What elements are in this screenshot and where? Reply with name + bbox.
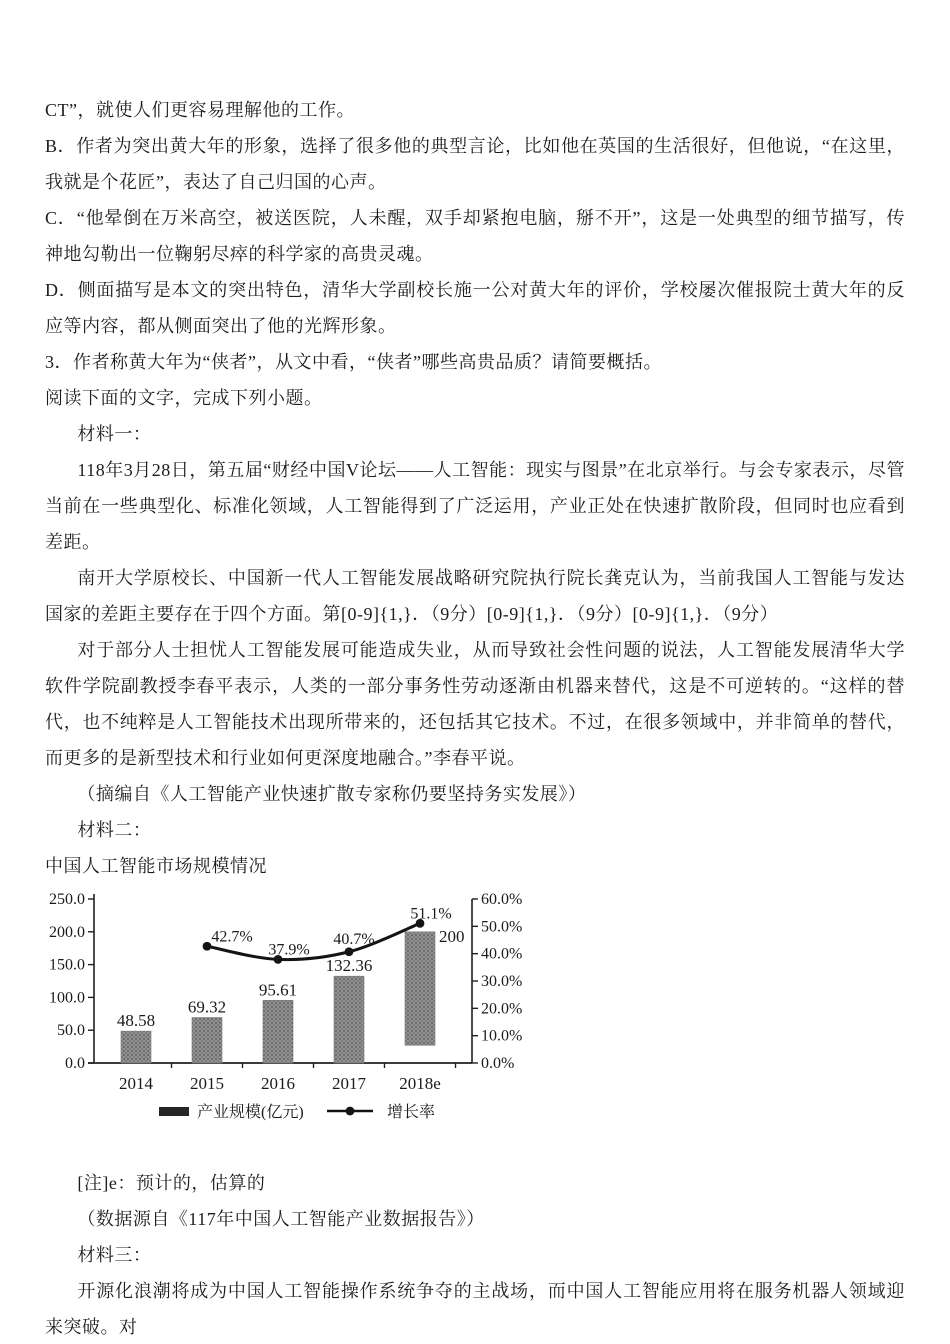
bar-value-label: 132.36 [325,956,373,976]
line-value-label: 42.7% [211,928,253,946]
material-3-heading: 材料三： [77,1245,152,1265]
x-category-label: 2017 [332,1074,366,1093]
left-axis-tick-label: 200.0 [49,923,85,941]
left-axis-tick-label: 100.0 [49,989,85,1007]
left-axis-tick-label: 0.0 [65,1055,85,1072]
source-citation: （摘编自《人工智能产业快速扩散专家称仍要坚持务实发展》） [77,784,587,804]
x-category-label: 2016 [261,1074,295,1093]
left-axis-tick-label: 150.0 [49,956,85,974]
chart-note: [注]e：预计的，估算的 [77,1173,266,1193]
x-category-label: 2014 [119,1074,153,1093]
choice-c: C．“他晕倒在万米高空，被送医院，人未醒，双手却紧抱电脑，掰不开”，这是一处典型的细节描写，传神地勾勒出一位鞠躬尽瘁的科学家的高贵灵魂。 [45,208,905,264]
paragraph: 对于部分人士担忧人工智能发展可能造成失业，从而导致社会性问题的说法，人工智能发展清华大学软件学院副教授李春平表示，人类的一部分事务性劳动逐渐由机器来替代，这是不可逆转的。“这样的替代，也不纯粹是人工智能技术出现所带来的，还包括其它技术。不过，在很多领域中，并非简单的替代，而更多的是新型技术和行业如何更深度地融合。”李春平说。 [45,640,905,768]
material-1-heading: 材料一： [77,424,152,444]
left-axis-tick-label: 50.0 [57,1022,85,1040]
bar-value-label: 48.58 [116,1011,156,1031]
right-axis-tick-label: 10.0% [481,1027,523,1045]
bar-2018e [405,932,435,1045]
bar-2017 [334,976,364,1063]
line-value-label: 37.9% [268,941,310,959]
right-axis-tick-label: 0.0% [481,1055,515,1072]
paragraph: 南开大学原校长、中国新一代人工智能发展战略研究院执行院长龚克认为，当前我国人工智能与发达国家的差距主要存在于四个方面。第[0-9]{1,}．（9分）[0-9]{1,}．（9分）[0-9]{1,}．（9分） [45,568,905,624]
market-size-chart-svg [39,886,549,1136]
legend-line-marker [346,1107,355,1116]
right-axis-tick-label: 30.0% [481,973,523,990]
paragraph: CT”，就使人们更容易理解他的工作。 [45,100,355,120]
x-category-label: 2018e [399,1074,441,1093]
bar-value-label: 95.61 [258,980,298,1000]
legend-bar-swatch [159,1107,189,1116]
line-value-label: 51.1% [410,905,452,923]
bar-2014 [121,1031,151,1063]
legend-bar-label: 产业规模(亿元) [197,1104,304,1121]
right-axis-tick-label: 20.0% [481,1000,523,1018]
paragraph: 118年3月28日，第五届“财经中国V论坛——人工智能：现实与图景”在北京举行。与会专家表示，尽管当前在一些典型化、标准化领域，人工智能得到了广泛运用，产业正处在快速扩散阶段，但同时也应看到差距。 [45,460,905,552]
left-axis-tick-label: 250.0 [49,891,85,908]
section-instruction: 阅读下面的文字，完成下列小题。 [45,388,323,408]
bar-2015 [192,1018,222,1063]
bar-value-label: 69.32 [187,997,227,1017]
question-3: 3．作者称黄大年为“侠者”，从文中看，“侠者”哪些高贵品质？请简要概括。 [45,352,662,372]
line-value-label: 40.7% [333,930,375,948]
right-axis-tick-label: 40.0% [481,945,523,963]
x-category-label: 2015 [190,1074,224,1093]
material-2-heading: 材料二： [77,820,152,840]
choice-b: B．作者为突出黄大年的形象，选择了很多他的典型言论，比如他在英国的生活很好，但他说，“在这里，我就是个花匠”，表达了自己归国的心声。 [45,136,905,192]
data-source-citation: （数据源自《117年中国人工智能产业数据报告》） [77,1209,485,1229]
growth-rate-marker [345,947,354,956]
right-axis-tick-label: 60.0% [481,891,523,908]
right-axis-tick-label: 50.0% [481,918,523,936]
bar-2016 [263,1000,293,1063]
choice-d: D．侧面描写是本文的突出特色，清华大学副校长施一公对黄大年的评价，学校屡次催报院士黄大年的反应等内容，都从侧面突出了他的光辉形象。 [45,280,905,336]
market-size-chart [39,886,905,1141]
chart-title: 中国人工智能市场规模情况 [45,856,267,876]
paragraph: 开源化浪潮将成为中国人工智能操作系统争夺的主战场，而中国人工智能应用将在服务机器人领域迎来突破。对 [45,1281,905,1337]
legend-line-label: 增长率 [387,1104,436,1121]
growth-rate-marker [203,942,212,951]
bar-value-label: 200 [439,926,465,946]
